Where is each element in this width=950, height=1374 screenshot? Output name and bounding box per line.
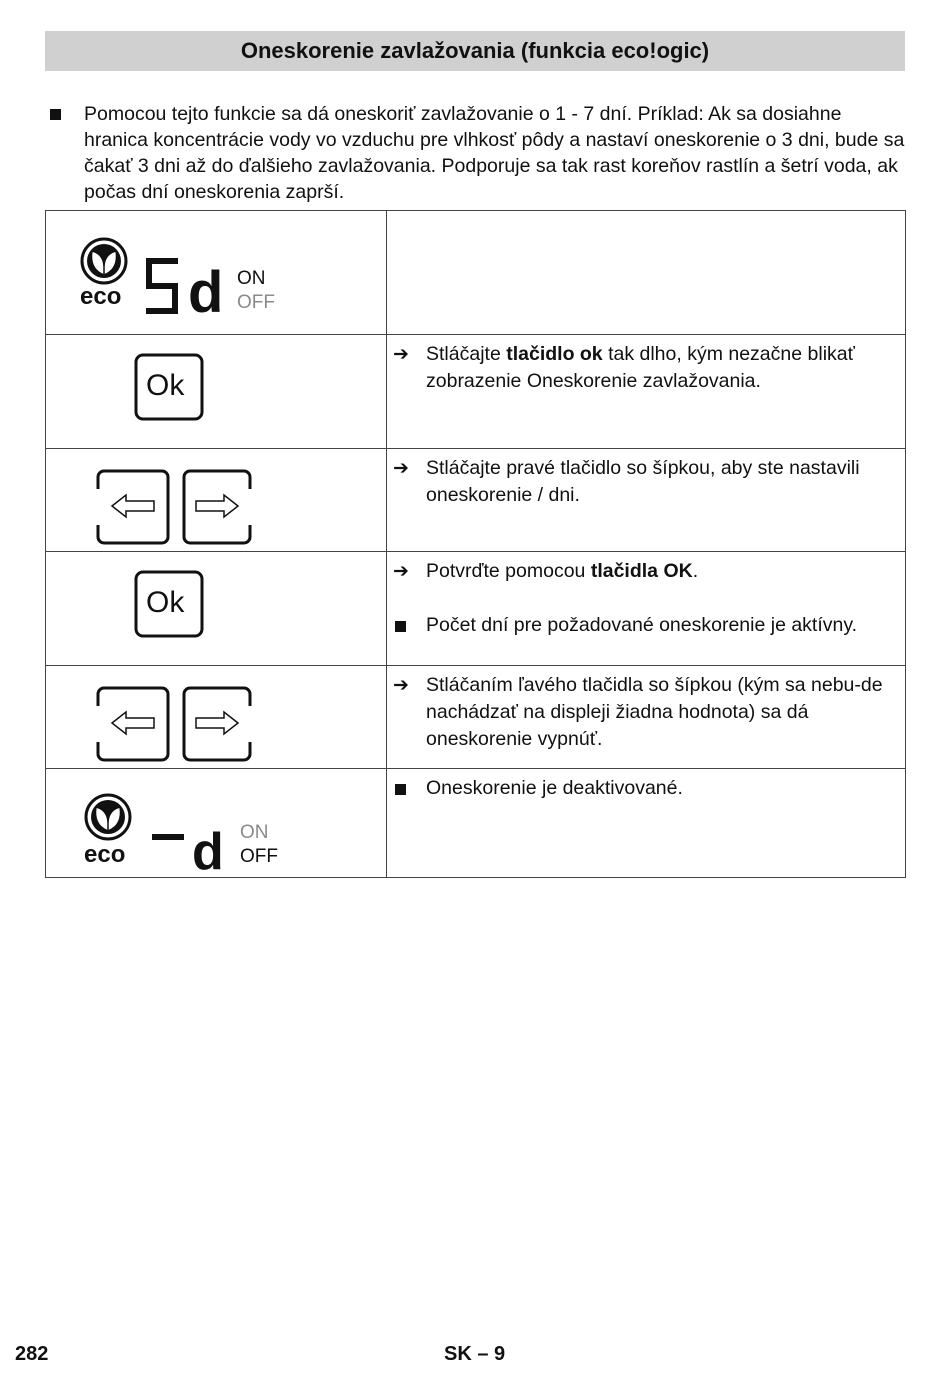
table-row [46, 449, 906, 552]
square-bullet-icon [50, 109, 61, 120]
dash-segment [150, 831, 186, 843]
left-right-buttons-icon [96, 469, 258, 545]
eco-label: eco [80, 283, 122, 310]
right-arrow-icon: ➔ [393, 561, 409, 582]
instruction-table [45, 210, 906, 881]
display-cell [46, 769, 387, 881]
square-bullet-icon [395, 784, 406, 795]
table-row [46, 552, 906, 666]
step-text: Stláčaním ľavého tlačidla so šípkou (kým sa nebu-de nachádzať na displeji žiadna hodnota) sa dá oneskorenie vypnúť. [426, 674, 883, 750]
arrow-buttons-cell [46, 666, 387, 769]
right-arrow-icon: ➔ [393, 344, 409, 365]
step-bold-text: tlačidla OK [590, 560, 693, 582]
display-cell [46, 211, 387, 335]
note-item [393, 775, 905, 802]
step-text: Stláčajte pravé tlačidlo so šípkou, aby ste nastavili oneskorenie / dni. [426, 457, 860, 506]
table-row [46, 211, 906, 335]
step-cell [387, 769, 906, 878]
unit-day-label: d [192, 823, 224, 881]
step-text: Potvrďte pomocou [426, 560, 591, 582]
note-text: Oneskorenie je deaktivované. [426, 777, 683, 799]
eco-label: eco [84, 841, 126, 868]
square-bullet-icon [395, 621, 406, 632]
step-cell [387, 552, 906, 666]
note-text: Počet dní pre požadované oneskorenie je aktívny. [426, 614, 858, 636]
step-item [393, 672, 905, 753]
note-item [393, 612, 905, 639]
ok-button-cell [46, 335, 387, 449]
step-text: tak dlho, kým nezačne blikať zobrazenie Oneskorenie zavlažovania. [426, 343, 855, 392]
step-text: . [692, 560, 699, 582]
step-item [393, 455, 905, 509]
ok-button-label: Ok [146, 369, 185, 402]
page-number: 282 [15, 1343, 49, 1365]
table-row [46, 769, 906, 878]
empty-text-cell [387, 211, 906, 335]
on-label: ON [240, 822, 269, 843]
unit-day-label: d [188, 260, 224, 325]
off-label: OFF [240, 846, 278, 867]
step-text: Stláčajte [426, 343, 507, 365]
leaf-icon [80, 237, 132, 289]
section-title: Oneskorenie zavlažovania (funkcia eco!ogic) [45, 31, 905, 71]
table-row [46, 666, 906, 769]
leaf-icon [84, 793, 136, 845]
table-row [46, 335, 906, 449]
on-off-indicator [240, 821, 278, 869]
step-cell [387, 335, 906, 449]
intro-paragraph [50, 101, 910, 205]
section-marker: SK – 9 [444, 1343, 506, 1365]
step-cell [387, 666, 906, 769]
step-cell [387, 449, 906, 552]
on-label: ON [237, 268, 266, 289]
on-off-indicator [237, 267, 275, 315]
ok-button-cell [46, 552, 387, 666]
step-bold-text: tlačidlo ok [506, 343, 603, 365]
ok-button-label: Ok [146, 586, 185, 619]
off-label: OFF [237, 292, 275, 313]
step-item [393, 558, 905, 585]
right-arrow-icon: ➔ [393, 675, 409, 696]
intro-text: Pomocou tejto funkcie sa dá oneskoriť zavlažovanie o 1 - 7 dní. Príklad: Ak sa dosiahne hranica koncentrácie vody vo vzduchu pre vlhkosť pôdy a nastaví oneskorenie o 3 dni, bude sa čakať 3 dni až do ďalšieho zavlažovania. Podporuje sa tak rast koreňov rastlín a šetrí voda, ak počas dní oneskorenia zaprší. [84, 103, 905, 203]
arrow-buttons-cell [46, 449, 387, 552]
step-item [393, 341, 905, 395]
right-arrow-icon: ➔ [393, 458, 409, 479]
left-right-buttons-icon [96, 686, 258, 762]
seven-segment-digit [142, 255, 182, 317]
